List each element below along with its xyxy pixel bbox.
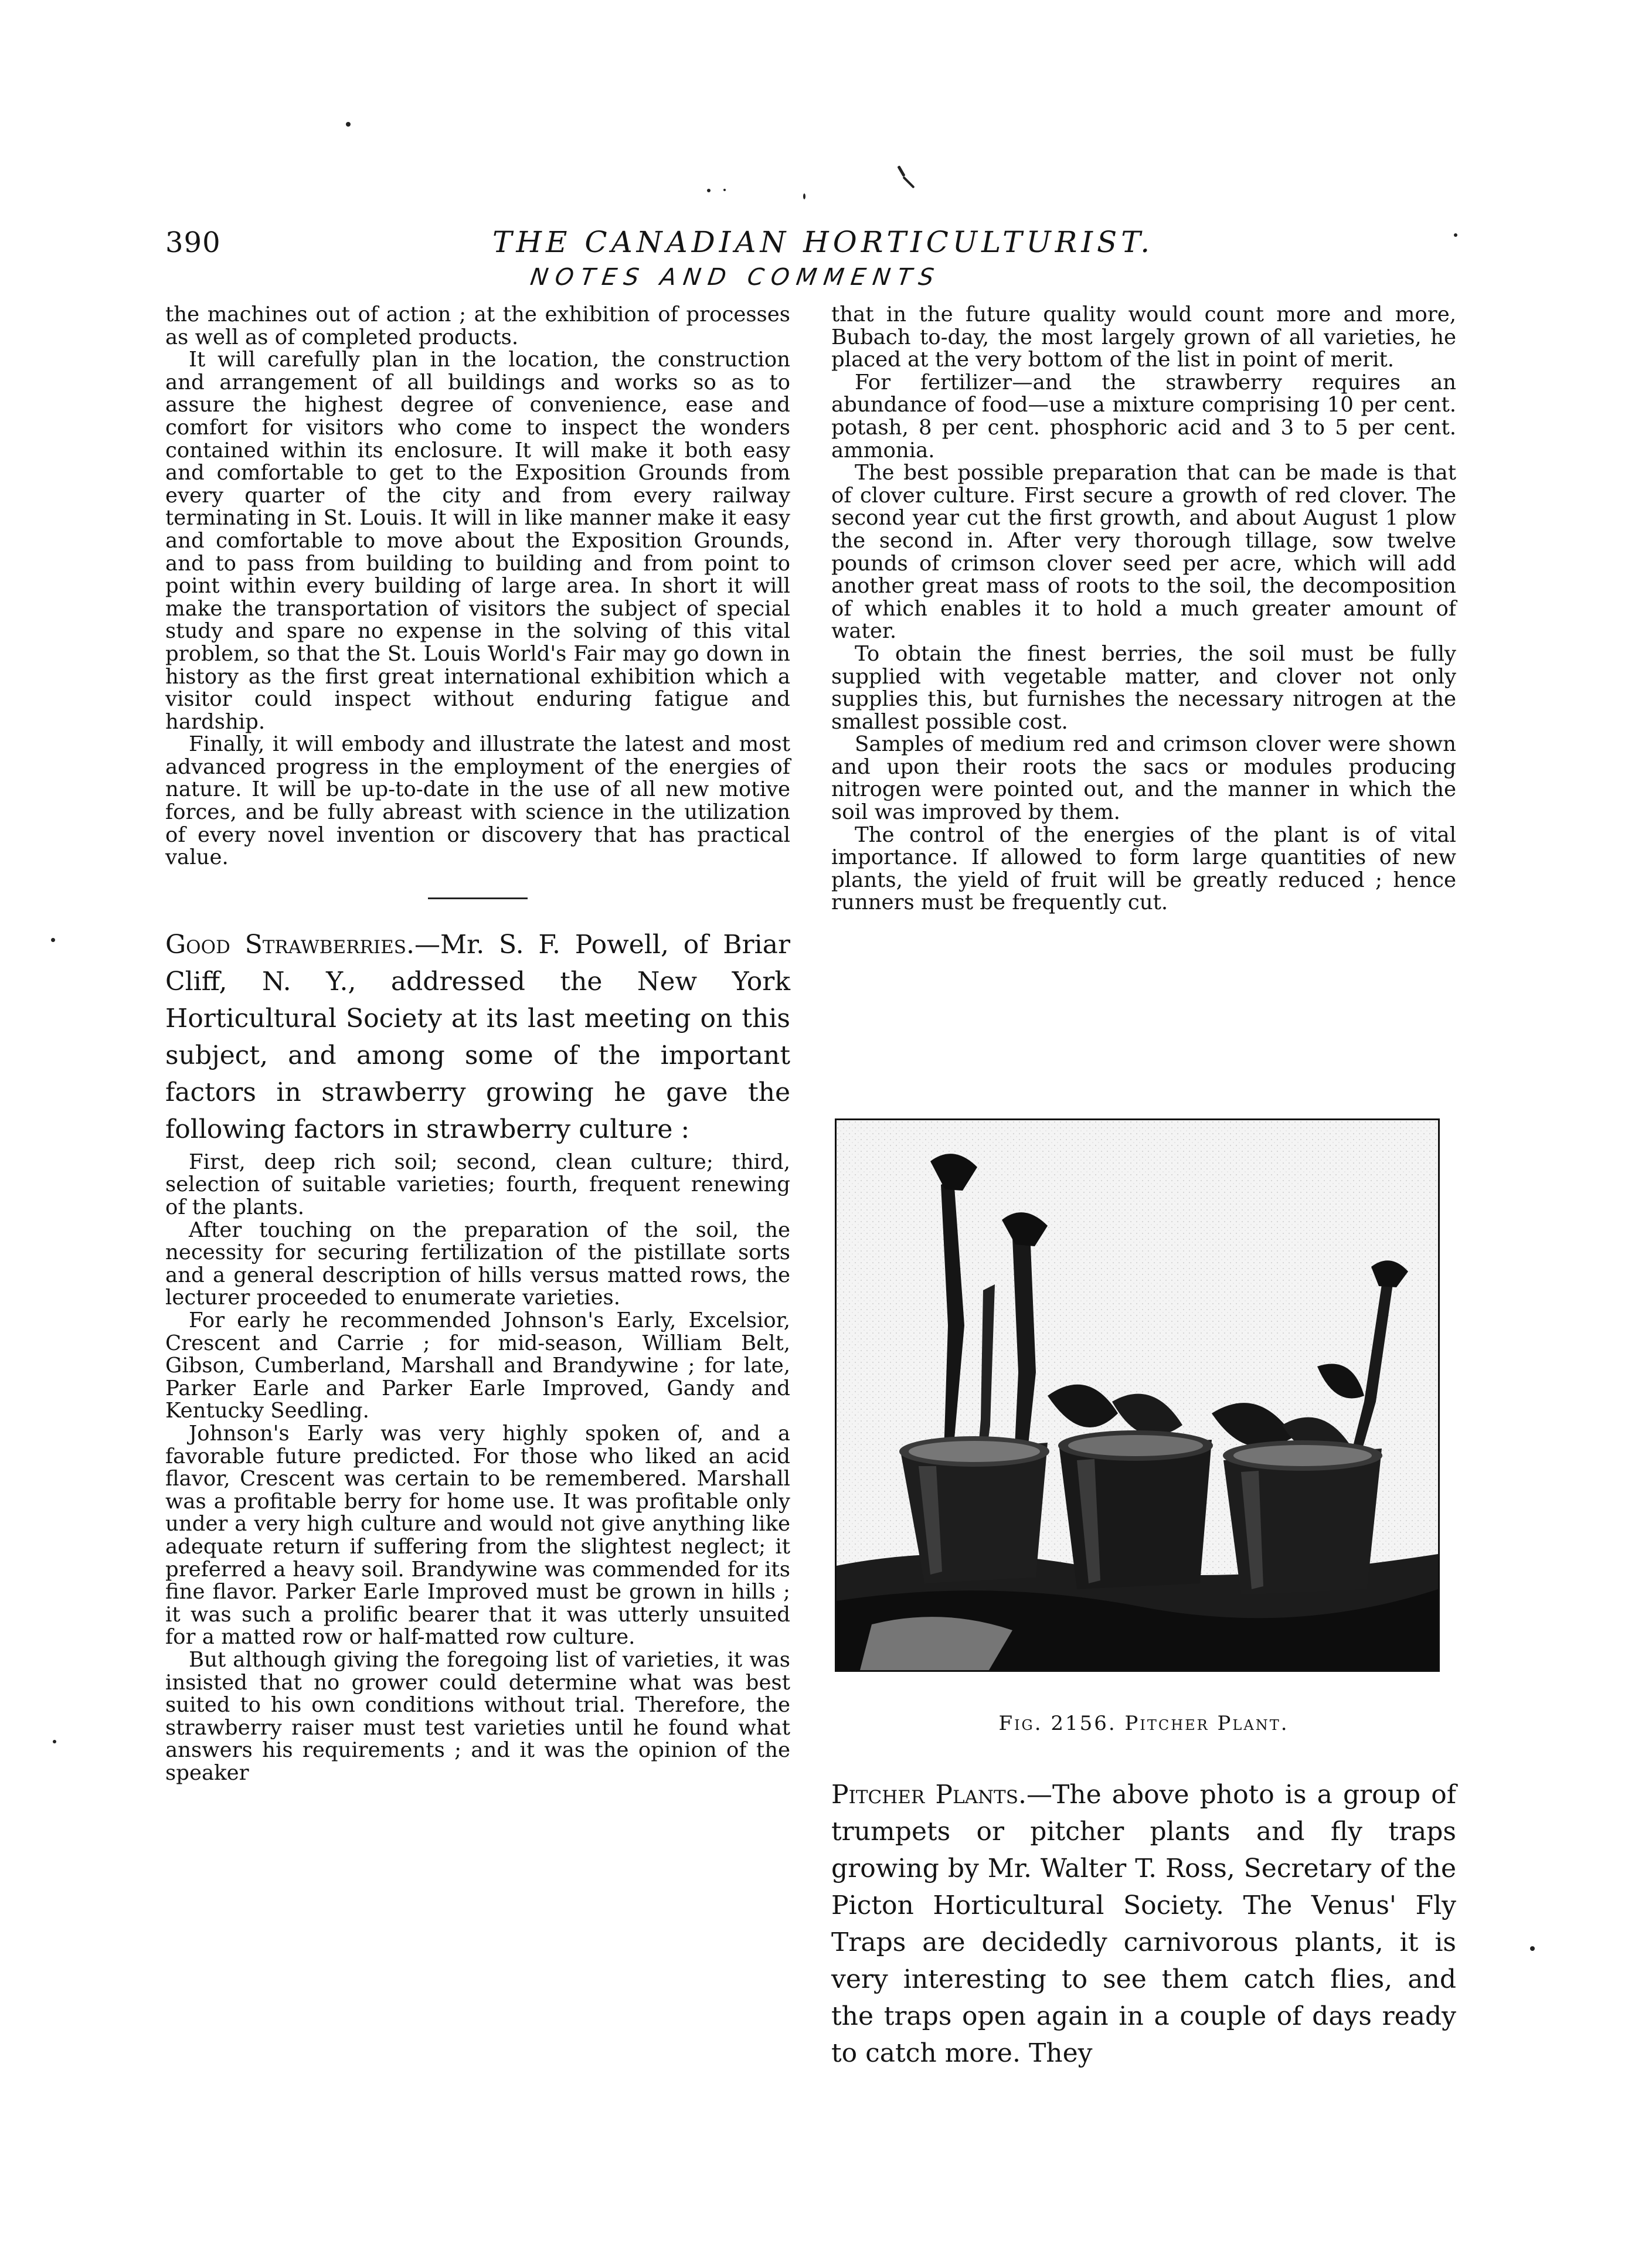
- strawberries-intro-block: [165, 926, 790, 1148]
- scan-speck: [707, 189, 711, 192]
- strawberries-article: [165, 1151, 790, 1785]
- scan-speck: [1530, 1946, 1535, 1951]
- scan-speck: [897, 165, 905, 177]
- article-paragraph: that in the future quality would count more and more, Bubach to-day, the most largely grown of all varieties, he placed at the very bottom of the list in point of merit.: [831, 302, 1456, 372]
- scan-speck: [346, 122, 351, 127]
- strawberries-continued: [831, 304, 1456, 914]
- article-paragraph: Finally, it will embody and illustrate the latest and most advanced progress in the employment of the energies of nature. It will be up-to-date in the use of all new motive forces, and be fully abreast with science in the utilization of every novel invention or discovery that has practical value.: [165, 732, 790, 870]
- article-paragraph: The best possible preparation that can be made is that of clover culture. First secure a growth of red clover. The second year cut the first growth, and about August 1 plow the second in. After very thorough tillage, sow twelve pounds of crimson clover seed per acre, which will add another great mass of roots to the soil, the decomposition of which enables it to hold a much greater amount of water.: [831, 461, 1456, 644]
- right-column: [831, 304, 1456, 914]
- left-column: [165, 304, 790, 1784]
- scan-speck: [51, 938, 55, 942]
- article-paragraph: For fertilizer—and the strawberry requires an abundance of food—use a mixture comprising 10 per cent. potash, 8 per cent. phosphoric acid and 3 to 5 per cent. ammonia.: [831, 370, 1456, 463]
- exposition-article: [165, 304, 790, 869]
- scan-speck: [53, 1740, 56, 1743]
- pitcher-plants-text: —The above photo is a group of trumpets or pitcher plants and fly traps growing by Mr. Walter T. Ross, Secretary of the Picton Horticultural Society. The Venus' Fly Traps are decidedly carnivorous plants, it is very interesting to see them catch flies, and the traps open again in a couple of days ready to catch more. They: [831, 1780, 1457, 2068]
- pitcher-plant-illustration: [837, 1120, 1438, 1670]
- article-paragraph: For early he recommended Johnson's Early, Excelsior, Crescent and Carrie ; for mid-season, William Belt, Gibson, Cumberland, Marshall and Brandywine ; for late, Parker Earle and Parker Earle Improved, Gandy and Kentucky Seedling.: [165, 1308, 790, 1423]
- journal-title: THE CANADIAN HORTICULTURIST.: [492, 225, 1154, 259]
- scan-speck: [723, 189, 726, 191]
- scan-speck: [902, 176, 915, 188]
- article-paragraph: But although giving the foregoing list of varieties, it was insisted that no grower could determine what was best suited to his own conditions without trial. Therefore, the strawberry raiser must test varieties until he found what answers his requirements ; and it was the opinion of the speaker: [165, 1647, 790, 1785]
- article-paragraph: It will carefully plan in the location, the construction and arrangement of all buildings and works so as to assure the highest degree of convenience, ease and comfort for visitors who come to inspect the wonders contained within its enclosure. It will make it both easy and comfortable to get to the Exposition Grounds from every quarter of the city and from every railway terminating in St. Louis. It will in like manner make it easy and comfortable to move about the Exposition Grounds, and to pass from building to building and from point to point within every building of large area. In short it will make the transportation of visitors the subject of special study and spare no expense in the solving of this vital problem, so that the St. Louis World's Fair may go down in history as the first great international exhibition which a visitor could inspect without enduring fatigue and hardship.: [165, 348, 790, 734]
- figure-caption: Fig. 2156. Pitcher Plant.: [998, 1712, 1289, 1735]
- scan-speck: [1454, 233, 1457, 237]
- section-divider: [428, 897, 528, 899]
- article-paragraph: Samples of medium red and crimson clover were shown and upon their roots the sacs or modules producing nitrogen were pointed out, and the manner in which the soil was improved by them.: [831, 732, 1456, 825]
- article-paragraph: the machines out of action ; at the exhibition of processes as well as of completed products.: [165, 302, 790, 349]
- article-paragraph: The control of the energies of the plant is of vital importance. If allowed to form large quantities of new plants, the yield of fruit will be greatly reduced ; hence runners must be frequently cut.: [831, 822, 1456, 915]
- pitcher-plants-article: [831, 1776, 1456, 2072]
- article-paragraph: Johnson's Early was very highly spoken of, and a favorable future predicted. For those who liked an acid flavor, Crescent was certain to be remembered. Marshall was a profitable berry for home use. It was profitable only under a very high culture and would not give anything like adequate return if suffering from the slightest neglect; it preferred a heavy soil. Brandywine was commended for its fine flavor. Parker Earle Improved must be grown in hills ; it was such a prolific bearer that it was utterly unsuited for a matted row or half-matted row culture.: [165, 1421, 790, 1650]
- right-column-lower: [831, 1776, 1456, 2072]
- scan-speck: [803, 193, 805, 199]
- strawberries-intro-text: —Mr. S. F. Powell, of Briar Cliff, N. Y., addressed the New York Horticultural Society at its last meeting on this subject, and among some of the important factors in strawberry growing he gave the following factors in strawberry culture :: [165, 929, 790, 1144]
- strawberries-heading: Good Strawberries.: [165, 929, 414, 960]
- pitcher-plants-paragraph: [831, 1776, 1456, 2072]
- article-paragraph: To obtain the finest berries, the soil must be fully supplied with vegetable matter, and clover not only supplies this, but furnishes the necessary nitrogen at the smallest possible cost.: [831, 641, 1456, 734]
- pitcher-plants-heading: Pitcher Plants.: [831, 1780, 1026, 1810]
- article-paragraph: After touching on the preparation of the soil, the necessity for securing fertilization of the pistillate sorts and a general description of hills versus matted rows, the lecturer proceeded to enumerate varieties.: [165, 1218, 790, 1310]
- page-number: 390: [165, 226, 221, 259]
- strawberries-intro: [165, 926, 790, 1148]
- pitcher-plant-photo: [835, 1118, 1440, 1672]
- handwritten-annotation: NOTES AND COMMENTS: [528, 264, 943, 291]
- article-paragraph: First, deep rich soil; second, clean culture; third, selection of suitable varieties; fourth, frequent renewing of the plants.: [165, 1150, 790, 1220]
